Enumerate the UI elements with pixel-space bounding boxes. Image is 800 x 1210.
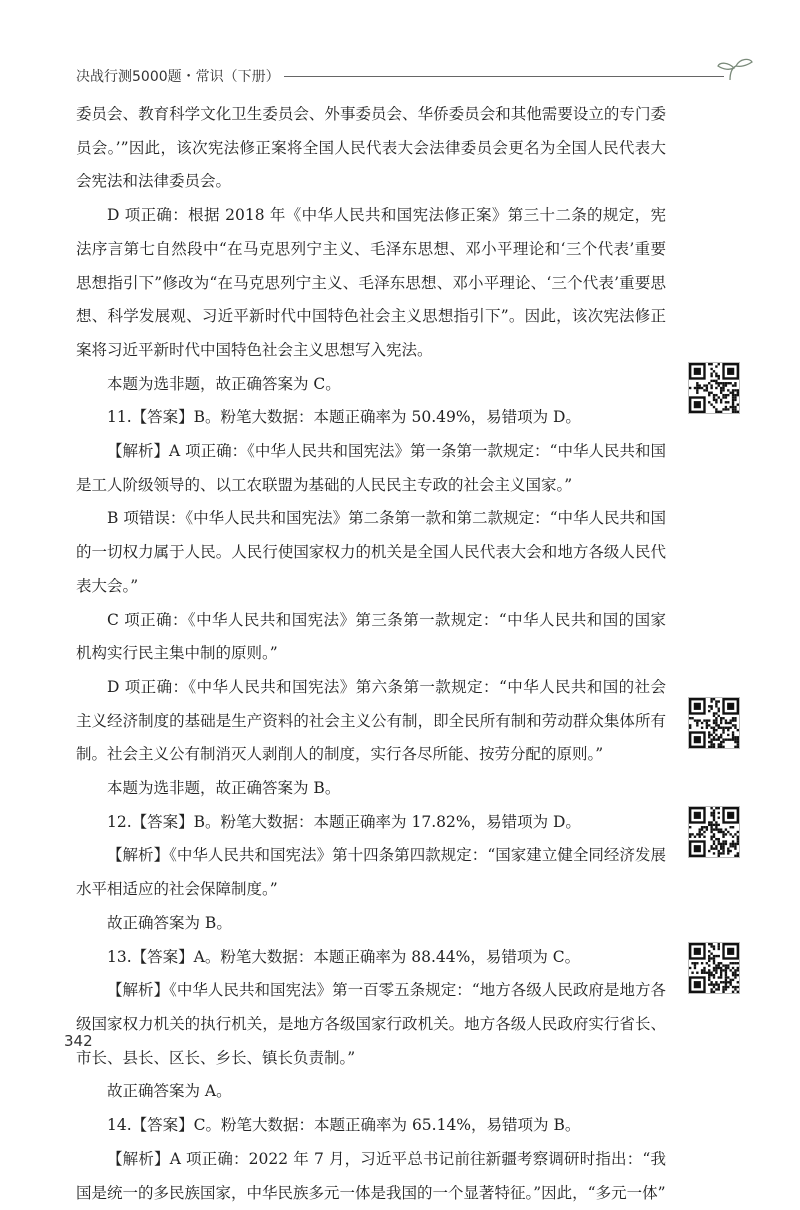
answer-12: 12.【答案】B。粉笔大数据：本题正确率为 17.82%，易错项为 D。 (107, 812, 581, 831)
sprout-icon (716, 54, 756, 82)
analysis-11-d: D 项正确：《中华人民共和国宪法》第六条第一款规定：“中华人民共和国的社会主义经济制度的基础是生产资料的社会主义公有制，即全民所有制和劳动群众集体所有制。社会主义公有制消灭人剥削人的制度，实行各尽所能、按劳分配的原则。” (76, 677, 666, 764)
qr-code-12-icon[interactable] (688, 697, 740, 749)
qr-code-11-icon[interactable] (688, 362, 740, 414)
answer-13: 13.【答案】A。粉笔大数据：本题正确率为 88.44%，易错项为 C。 (107, 947, 581, 966)
paragraph-option-d: D 项正确：根据 2018 年《中华人民共和国宪法修正案》第三十二条的规定，宪法序言第七自然段中“在马克思列宁主义、毛泽东思想、邓小平理论和‘三个代表’重要思想指引下”修改为“在马克思列宁主义、毛泽东思想、邓小平理论、‘三个代表’重要思想、科学发展观、习近平新时代中国特色社会主义思想指引下”。因此，该次宪法修正案将习近平新时代中国特色社会主义思想写入宪法。 (76, 206, 666, 359)
analysis-12: 【解析】《中华人民共和国宪法》第十四条第四款规定：“国家建立健全同经济发展水平相适应的社会保障制度。” (76, 846, 666, 899)
answer-14: 14.【答案】C。粉笔大数据：本题正确率为 65.14%，易错项为 B。 (107, 1116, 581, 1135)
conclusion-12: 故正确答案为 B。 (107, 913, 232, 932)
header-title: 决战行测5000题・常识（下册） (76, 69, 280, 85)
qr-code-14-icon[interactable] (688, 942, 740, 994)
analysis-14: 【解析】A 项正确：2022 年 7 月，习近平总书记前往新疆考察调研时指出：“我国是统一的多民族国家，中华民族多元一体是我国的一个显著特征。”因此，“多元一体” (76, 1149, 666, 1202)
conclusion-13: 故正确答案为 A。 (107, 1082, 232, 1101)
qr-code-13-icon[interactable] (688, 806, 740, 858)
answer-11: 11.【答案】B。粉笔大数据：本题正确率为 50.49%，易错项为 D。 (107, 408, 581, 427)
paragraph-continuation: 委员会、教育科学文化卫生委员会、外事委员会、华侨委员会和其他需要设立的专门委员会。’”因此，该次宪法修正案将全国人民代表大会法律委员会更名为全国人民代表大会宪法和法律委员会。 (76, 105, 666, 191)
header-rule (284, 76, 724, 77)
running-header (76, 60, 766, 90)
page-number: 342 (64, 1032, 93, 1050)
analysis-11-a: 【解析】A 项正确：《中华人民共和国宪法》第一条第一款规定：“中华人民共和国是工人阶级领导的、以工农联盟为基础的人民民主专政的社会主义国家。” (76, 442, 666, 494)
analysis-11-c: C 项正确：《中华人民共和国宪法》第三条第一款规定：“中华人民共和国的国家机构实行民主集中制的原则。” (76, 610, 666, 663)
analysis-13: 【解析】《中华人民共和国宪法》第一百零五条规定：“地方各级人民政府是地方各级国家权力机关的执行机关，是地方各级国家行政机关。地方各级人民政府实行省长、市长、县长、区长、乡长、镇长负责制。” (76, 981, 666, 1067)
paragraph-conclusion: 本题为选非题，故正确答案为 C。 (107, 374, 341, 393)
conclusion-11: 本题为选非题，故正确答案为 B。 (107, 779, 341, 798)
analysis-11-b: B 项错误：《中华人民共和国宪法》第二条第一款和第二款规定：“中华人民共和国的一切权力属于人民。人民行使国家权力的机关是全国人民代表大会和地方各级人民代表大会。” (76, 509, 666, 595)
page-body (76, 98, 666, 1210)
